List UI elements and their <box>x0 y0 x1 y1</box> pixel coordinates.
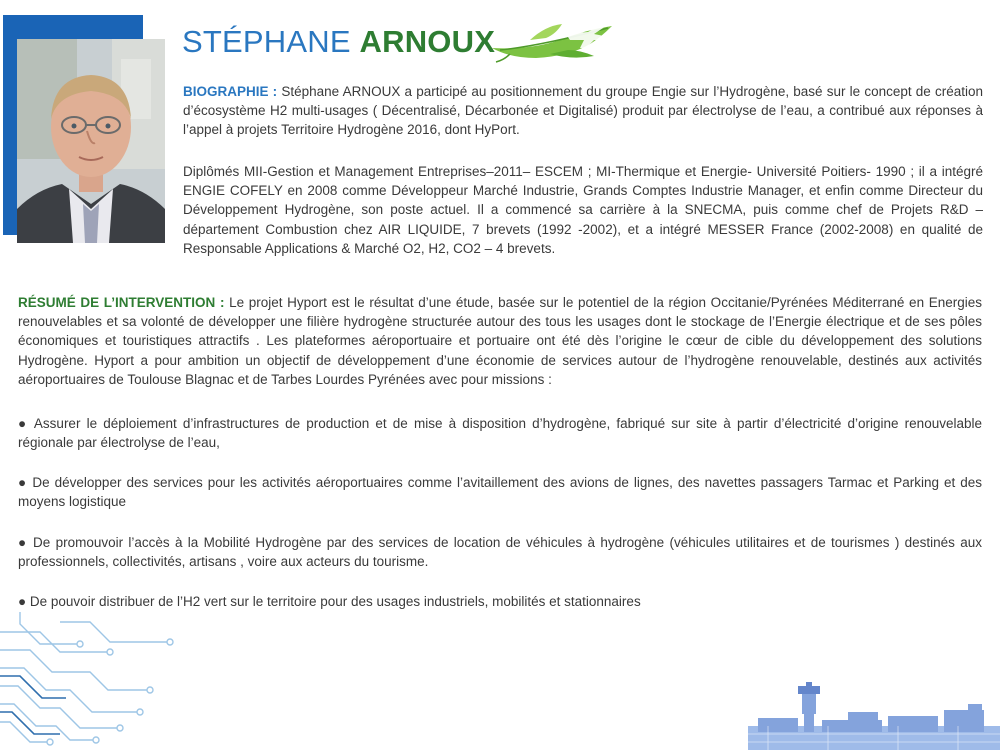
portrait-photo <box>17 39 165 243</box>
portrait-block <box>3 15 163 243</box>
mission-bullet-3: ● De promouvoir l’accès à la Mobilité Hydrogène par des services de location de véhicules à hydrogène (véhicules utilitaires et de tourismes ) destinés aux professionnels, collectivités, artisans , voire aux acteurs du tourisme. <box>18 535 982 570</box>
leaf-airplane-icon <box>490 20 622 64</box>
summary-text: Le projet Hyport est le résultat d’une étude, basée sur le potentiel de la région Occitanie/Pyrénées Méditerrané en Energies renouvelables et sa volonté de développer une filière hydrogène structurée autour des tous les usages dont le stockage de l’Energie électrique et de ses pôles économiques et touristiques attractifs . Les plateformes aéroportuaire et portuaire ont été dès l’origine le cœur de cible du développement des solutions Hydrogène. Hyport a pour ambition un objectif de développement d’une économie de services autour de l’hydrogène renouvelable, destinés aux activités aéroportuaires de Toulouse Blagnac et de Tarbes Lourdes Pyrénées avec pour missions : <box>18 295 982 387</box>
biography-heading: BIOGRAPHIE : <box>183 84 278 99</box>
mission-bullet-2: ● De développer des services pour les activités aéroportuaires comme l’avitaillement des avions de lignes, des navettes passagers Tarmac et Parking et des moyens logistique <box>18 475 982 510</box>
biography-paragraph-1 <box>183 82 983 140</box>
biography-paragraph-2: Diplômés MII-Gestion et Management Entreprises–2011– ESCEM ; MI-Thermique et Energie- Université Poitiers- 1990 ; il a intégré ENGIE COFELY en 2008 comme Développeur Marché Industrie, Grands Comptes Industrie Manager, et enfin comme Directeur du Développement Hydrogène, son poste actuel. Il a commencé sa carrière à la SNECMA, puis comme chef de Projets R&D – département Combustion chez AIR LIQUIDE, 7 brevets (1992 -2002), et a intégré MESSER France (2002-2008) en qualité de Responsable Applications & Marché O2, H2, CO2 – 4 brevets. <box>183 164 983 256</box>
biography-text-1: Stéphane ARNOUX a participé au positionnement du groupe Engie sur l’Hydrogène, basé sur le concept de création d’écosystème H2 multi-usages ( Décentralisé, Décarbonée et Digitalisé) produit par électrolyse de l’eau, a contribué aux réponses à l’appel à projets Territoire Hydrogène 2016, dont HyPort. <box>183 84 983 138</box>
mission-bullet-1: ● Assurer le déploiement d’infrastructures de production et de mise à disposition d’hydrogène, fabriqué sur site à partir d’électricité d’origine renouvelable régionale par électrolyse de l’eau, <box>18 416 982 451</box>
mission-bullet-4: ● De pouvoir distribuer de l’H2 vert sur le territoire pour des usages industriels, mobilités et stationnaires <box>18 594 641 609</box>
speaker-first-name: STÉPHANE <box>182 24 351 59</box>
summary-paragraph <box>18 293 982 389</box>
circuit-lines-icon <box>0 612 180 750</box>
summary-heading: RÉSUMÉ DE L’INTERVENTION : <box>18 295 225 310</box>
airport-skyline-icon <box>748 682 1000 750</box>
speaker-name <box>182 22 495 62</box>
speaker-last-name: ARNOUX <box>359 24 496 59</box>
